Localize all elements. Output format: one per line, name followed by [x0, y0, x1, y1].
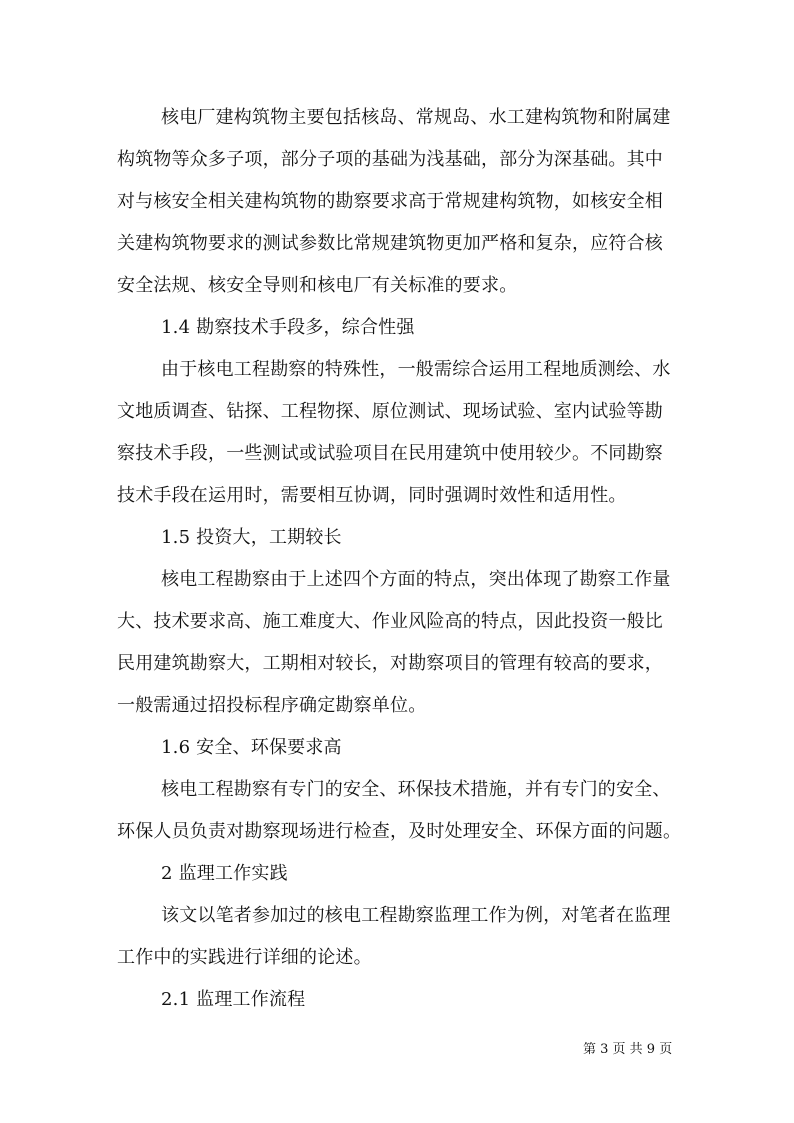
section-heading: 1.6 安全、环保要求高: [161, 737, 342, 758]
paragraph-line: 由于核电工程勘察的特殊性，一般需综合运用工程地质测绘、水: [161, 359, 671, 380]
paragraph-line: 察技术手段，一些测试或试验项目在民用建筑中使用较少。不同勘察: [117, 443, 663, 464]
paragraph-line: 安全法规、核安全导则和核电厂有关标准的要求。: [117, 275, 518, 296]
paragraph-line: 核电厂建构筑物主要包括核岛、常规岛、水工建构筑物和附属建: [161, 107, 671, 128]
paragraph-line: 工作中的实践进行详细的论述。: [117, 947, 372, 968]
paragraph-line: 该文以笔者参加过的核电工程勘察监理工作为例，对笔者在监理: [161, 905, 671, 926]
paragraph-line: 民用建筑勘察大，工期相对较长，对勘察项目的管理有较高的要求，: [117, 653, 663, 674]
paragraph-line: 核电工程勘察有专门的安全、环保技术措施，并有专门的安全、: [161, 779, 671, 800]
paragraph-line: 大、技术要求高、施工难度大、作业风险高的特点，因此投资一般比: [117, 611, 663, 632]
section-heading: 1.4 勘察技术手段多，综合性强: [161, 317, 415, 338]
section-heading: 2.1 监理工作流程: [161, 989, 306, 1010]
paragraph-line: 技术手段在运用时，需要相互协调，同时强调时效性和适用性。: [117, 485, 627, 506]
paragraph-line: 核电工程勘察由于上述四个方面的特点，突出体现了勘察工作量: [161, 569, 671, 590]
paragraph-line: 对与核安全相关建构筑物的勘察要求高于常规建构筑物，如核安全相: [117, 191, 663, 212]
paragraph-line: 文地质调查、钻探、工程物探、原位测试、现场试验、室内试验等勘: [117, 401, 663, 422]
paragraph-line: 关建构筑物要求的测试参数比常规建筑物更加严格和复杂，应符合核: [117, 233, 663, 254]
section-heading: 2 监理工作实践: [161, 863, 288, 884]
paragraph-line: 一般需通过招投标程序确定勘察单位。: [117, 695, 427, 716]
page-number-footer: 第 3 页 共 9 页: [583, 1042, 673, 1057]
paragraph-line: 环保人员负责对勘察现场进行检查，及时处理安全、环保方面的问题。: [117, 821, 682, 842]
paragraph-line: 构筑物等众多子项，部分子项的基础为浅基础，部分为深基础。其中: [117, 149, 663, 170]
section-heading: 1.5 投资大，工期较长: [161, 527, 342, 548]
